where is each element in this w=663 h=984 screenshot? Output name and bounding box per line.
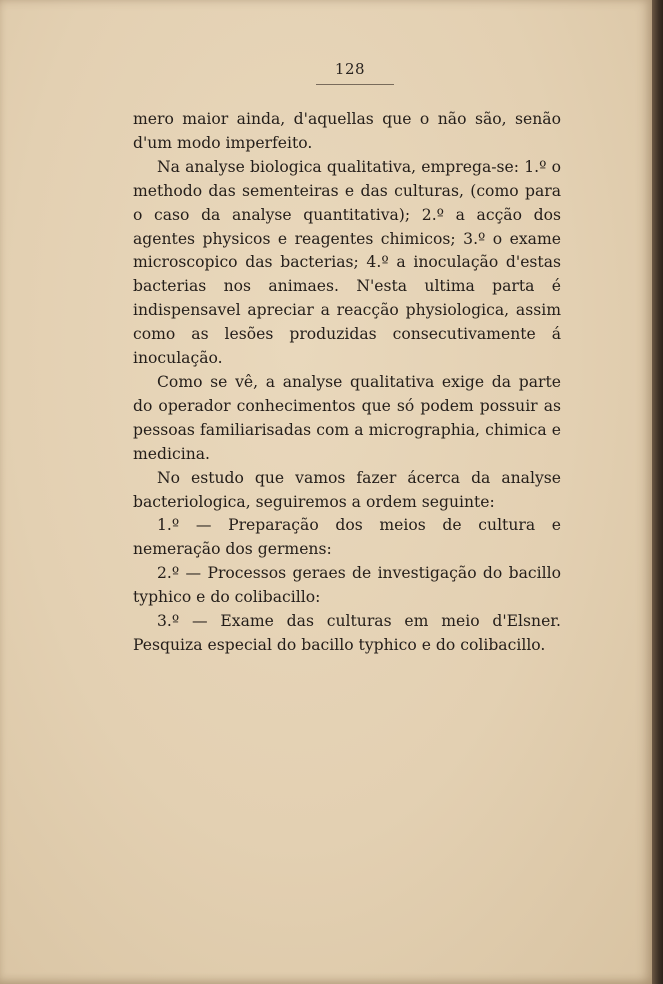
paragraph-operator-knowledge: Como se vê, a analyse qualitativa exige da parte do operador conhecimentos que só podem possuir as pessoas familiarisadas com a micrographia, chimica e medicina. — [133, 372, 561, 463]
list-item-3: 3.º — Exame das culturas em meio d'Elsner. Pesquiza especial do bacillo typhico e do colibacillo. — [133, 612, 561, 654]
list-item-1: 1.º — Preparação dos meios de cultura e nemeração dos germens: — [133, 516, 561, 559]
list-item-2: 2.º — Processos geraes de investigação do bacillo typhico e do colibacillo: — [133, 564, 561, 607]
paragraph-qualitative-analysis: Na analyse biologica qualitativa, emprega-se: 1.º o methodo das sementeiras e das culturas, (como para o caso da analyse quantitativa); 2.º a acção dos agentes physicos e reagentes chimicos; 3.º o exame microscopico das bacterias; 4.º a inoculação d'estas bacterias nos animaes. N'esta ultima parta é indispensavel apreciar a reacção physiologica, assim como as lesões produzidas consecutivamente á inoculação. — [133, 157, 561, 368]
body-text — [133, 108, 561, 658]
page-edge — [652, 0, 663, 984]
page-number: 128 — [334, 60, 366, 78]
paragraph-continuation: mero maior ainda, d'aquellas que o não são, senão d'um modo imperfeito. — [133, 110, 561, 152]
paragraph-study-order: No estudo que vamos fazer ácerca da analyse bacteriologica, seguiremos a ordem seguinte: — [133, 468, 561, 511]
header-rule — [316, 84, 394, 85]
